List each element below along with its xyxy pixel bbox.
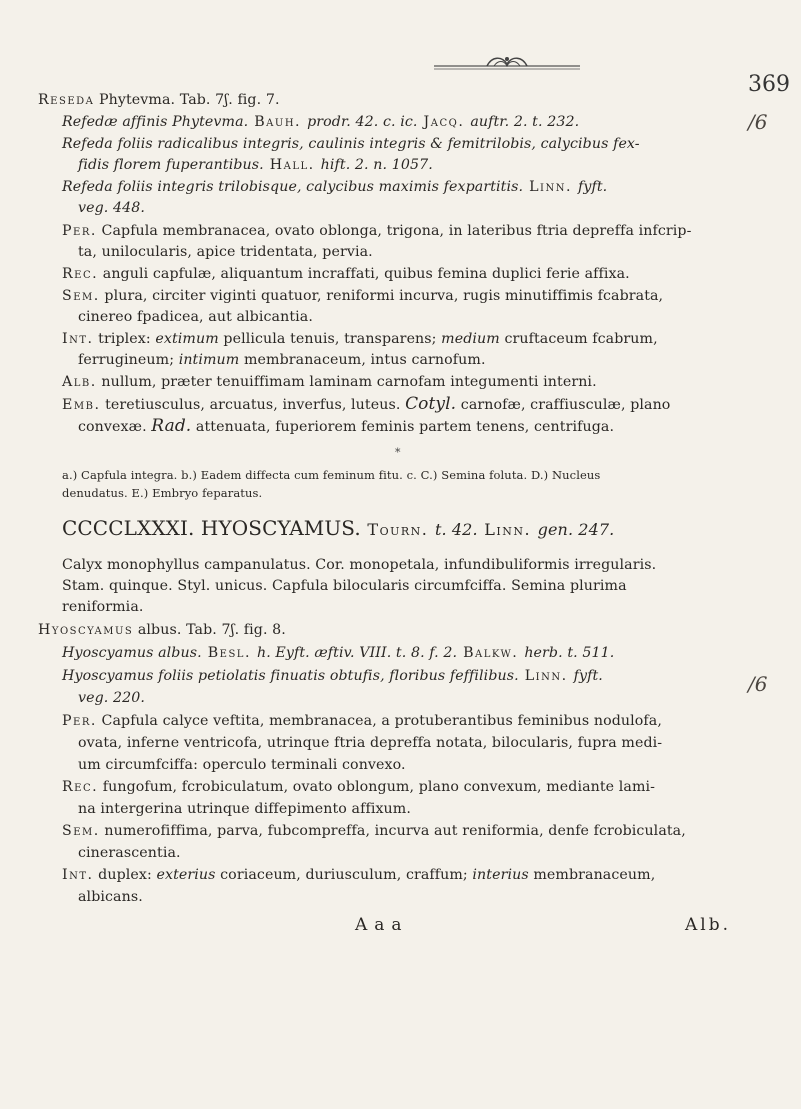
signature-mark: Aaa: [355, 915, 409, 935]
description-rec: Rec. fungofum, fcrobiculatum, ovato oblongum, plano convexum, mediante lami-: [62, 779, 656, 795]
description-rec-cont: na intergerina utrinque diffepimento affixum.: [78, 801, 411, 817]
description-sem-cont: cinereo fpadicea, aut albicantia.: [78, 309, 313, 325]
synonym-line: Refeda foliis integris trilobisque, calycibus maximis fexpartitis. Linn. fyft.: [62, 179, 608, 195]
footnote-asterisk: *: [395, 446, 401, 459]
description-sem: Sem. plura, circiter viginti quatuor, reniformi incurva, rugis minutiffimis fcabrata,: [62, 288, 664, 304]
synonym-line: Refedæ affinis Phytevma. Bauh. prodr. 42. c. ic. Jacq. auftr. 2. t. 232.: [62, 114, 580, 130]
genus-character: Calyx monophyllus campanulatus. Cor. monopetala, infundibuliformis irregularis.: [62, 557, 657, 573]
genus-character: reniformia.: [62, 599, 144, 615]
entry-title-line: Reseda Phytevma. Tab. 7ʃ. fig. 7.: [38, 92, 280, 108]
genus-character: Stam. quinque. Styl. unicus. Capfula bilocularis circumfciffa. Semina plurima: [62, 578, 627, 594]
synonym-line: Hyoscyamus albus. Besl. h. Eyft. æftiv. VIII. t. 8. f. 2. Balkw. herb. t. 511.: [62, 645, 615, 661]
headpiece-ornament: [432, 50, 582, 76]
description-emb-cont: convexæ. Rad. attenuata, fuperiorem feminis partem tenens, centrifuga.: [78, 416, 615, 436]
description-per: Per. Capfula calyce veftita, membranacea, a protuberantibus feminibus nodulofa,: [62, 713, 662, 729]
margin-mark: /6: [748, 110, 768, 134]
description-int: Int. triplex: extimum pellicula tenuis, transparens; medium cruftaceum fcabrum,: [62, 331, 658, 347]
catchword: Alb.: [685, 915, 731, 935]
description-int-cont: ferrugineum; intimum membranaceum, intus carnofum.: [78, 352, 486, 368]
synonym-line: fidis florem fuperantibus. Hall. hift. 2. n. 1057.: [78, 157, 433, 173]
figure-legend-cont: denudatus. E.) Embryo feparatus.: [62, 486, 263, 500]
description-per-cont: ta, unilocularis, apice tridentata, pervia.: [78, 244, 373, 260]
description-alb: Alb. nullum, præter tenuiffimam laminam carnofam integumenti interni.: [62, 374, 597, 390]
description-emb: Emb. teretiusculus, arcuatus, inverfus, luteus. Cotyl. carnofæ, craffiusculæ, plano: [62, 394, 671, 414]
description-int-cont: albicans.: [78, 889, 143, 905]
margin-mark: /6: [748, 672, 768, 696]
description-sem: Sem. numerofiffima, parva, fubcompreffa, incurva aut reniformia, denfe fcrobiculata,: [62, 823, 686, 839]
description-per-cont: um circumfciffa: operculo terminali convexo.: [78, 757, 406, 773]
synonym-line: veg. 220.: [78, 690, 146, 706]
description-sem-cont: cinerascentia.: [78, 845, 181, 861]
page-number: 369: [748, 72, 790, 97]
description-per: Per. Capfula membranacea, ovato oblonga, trigona, in lateribus ftria depreffa infcrip-: [62, 223, 692, 239]
synonym-line: Hyoscyamus foliis petiolatis finuatis obtufis, floribus feffilibus. Linn. fyft.: [62, 668, 603, 684]
synonym-line: Refeda foliis radicalibus integris, caulinis integris & femitrilobis, calycibus fex-: [62, 136, 640, 152]
description-rec: Rec. anguli capfulæ, aliquantum incraffati, quibus femina duplici ferie affixa.: [62, 266, 630, 282]
entry-title-line: Hyoscyamus albus. Tab. 7ʃ. fig. 8.: [38, 622, 286, 638]
synonym-line: veg. 448.: [78, 200, 146, 216]
figure-legend: a.) Capfula integra. b.) Eadem diffecta cum feminum fitu. c. C.) Semina foluta. D.) Nucleus: [62, 468, 601, 482]
genus-heading: CCCCLXXXI. HYOSCYAMUS. Tourn. t. 42. Linn. gen. 247.: [62, 516, 615, 540]
description-int: Int. duplex: exterius coriaceum, duriusculum, craffum; interius membranaceum,: [62, 867, 656, 883]
description-per-cont: ovata, inferne ventricofa, utrinque ftria depreffa notata, bilocularis, fupra medi-: [78, 735, 663, 751]
